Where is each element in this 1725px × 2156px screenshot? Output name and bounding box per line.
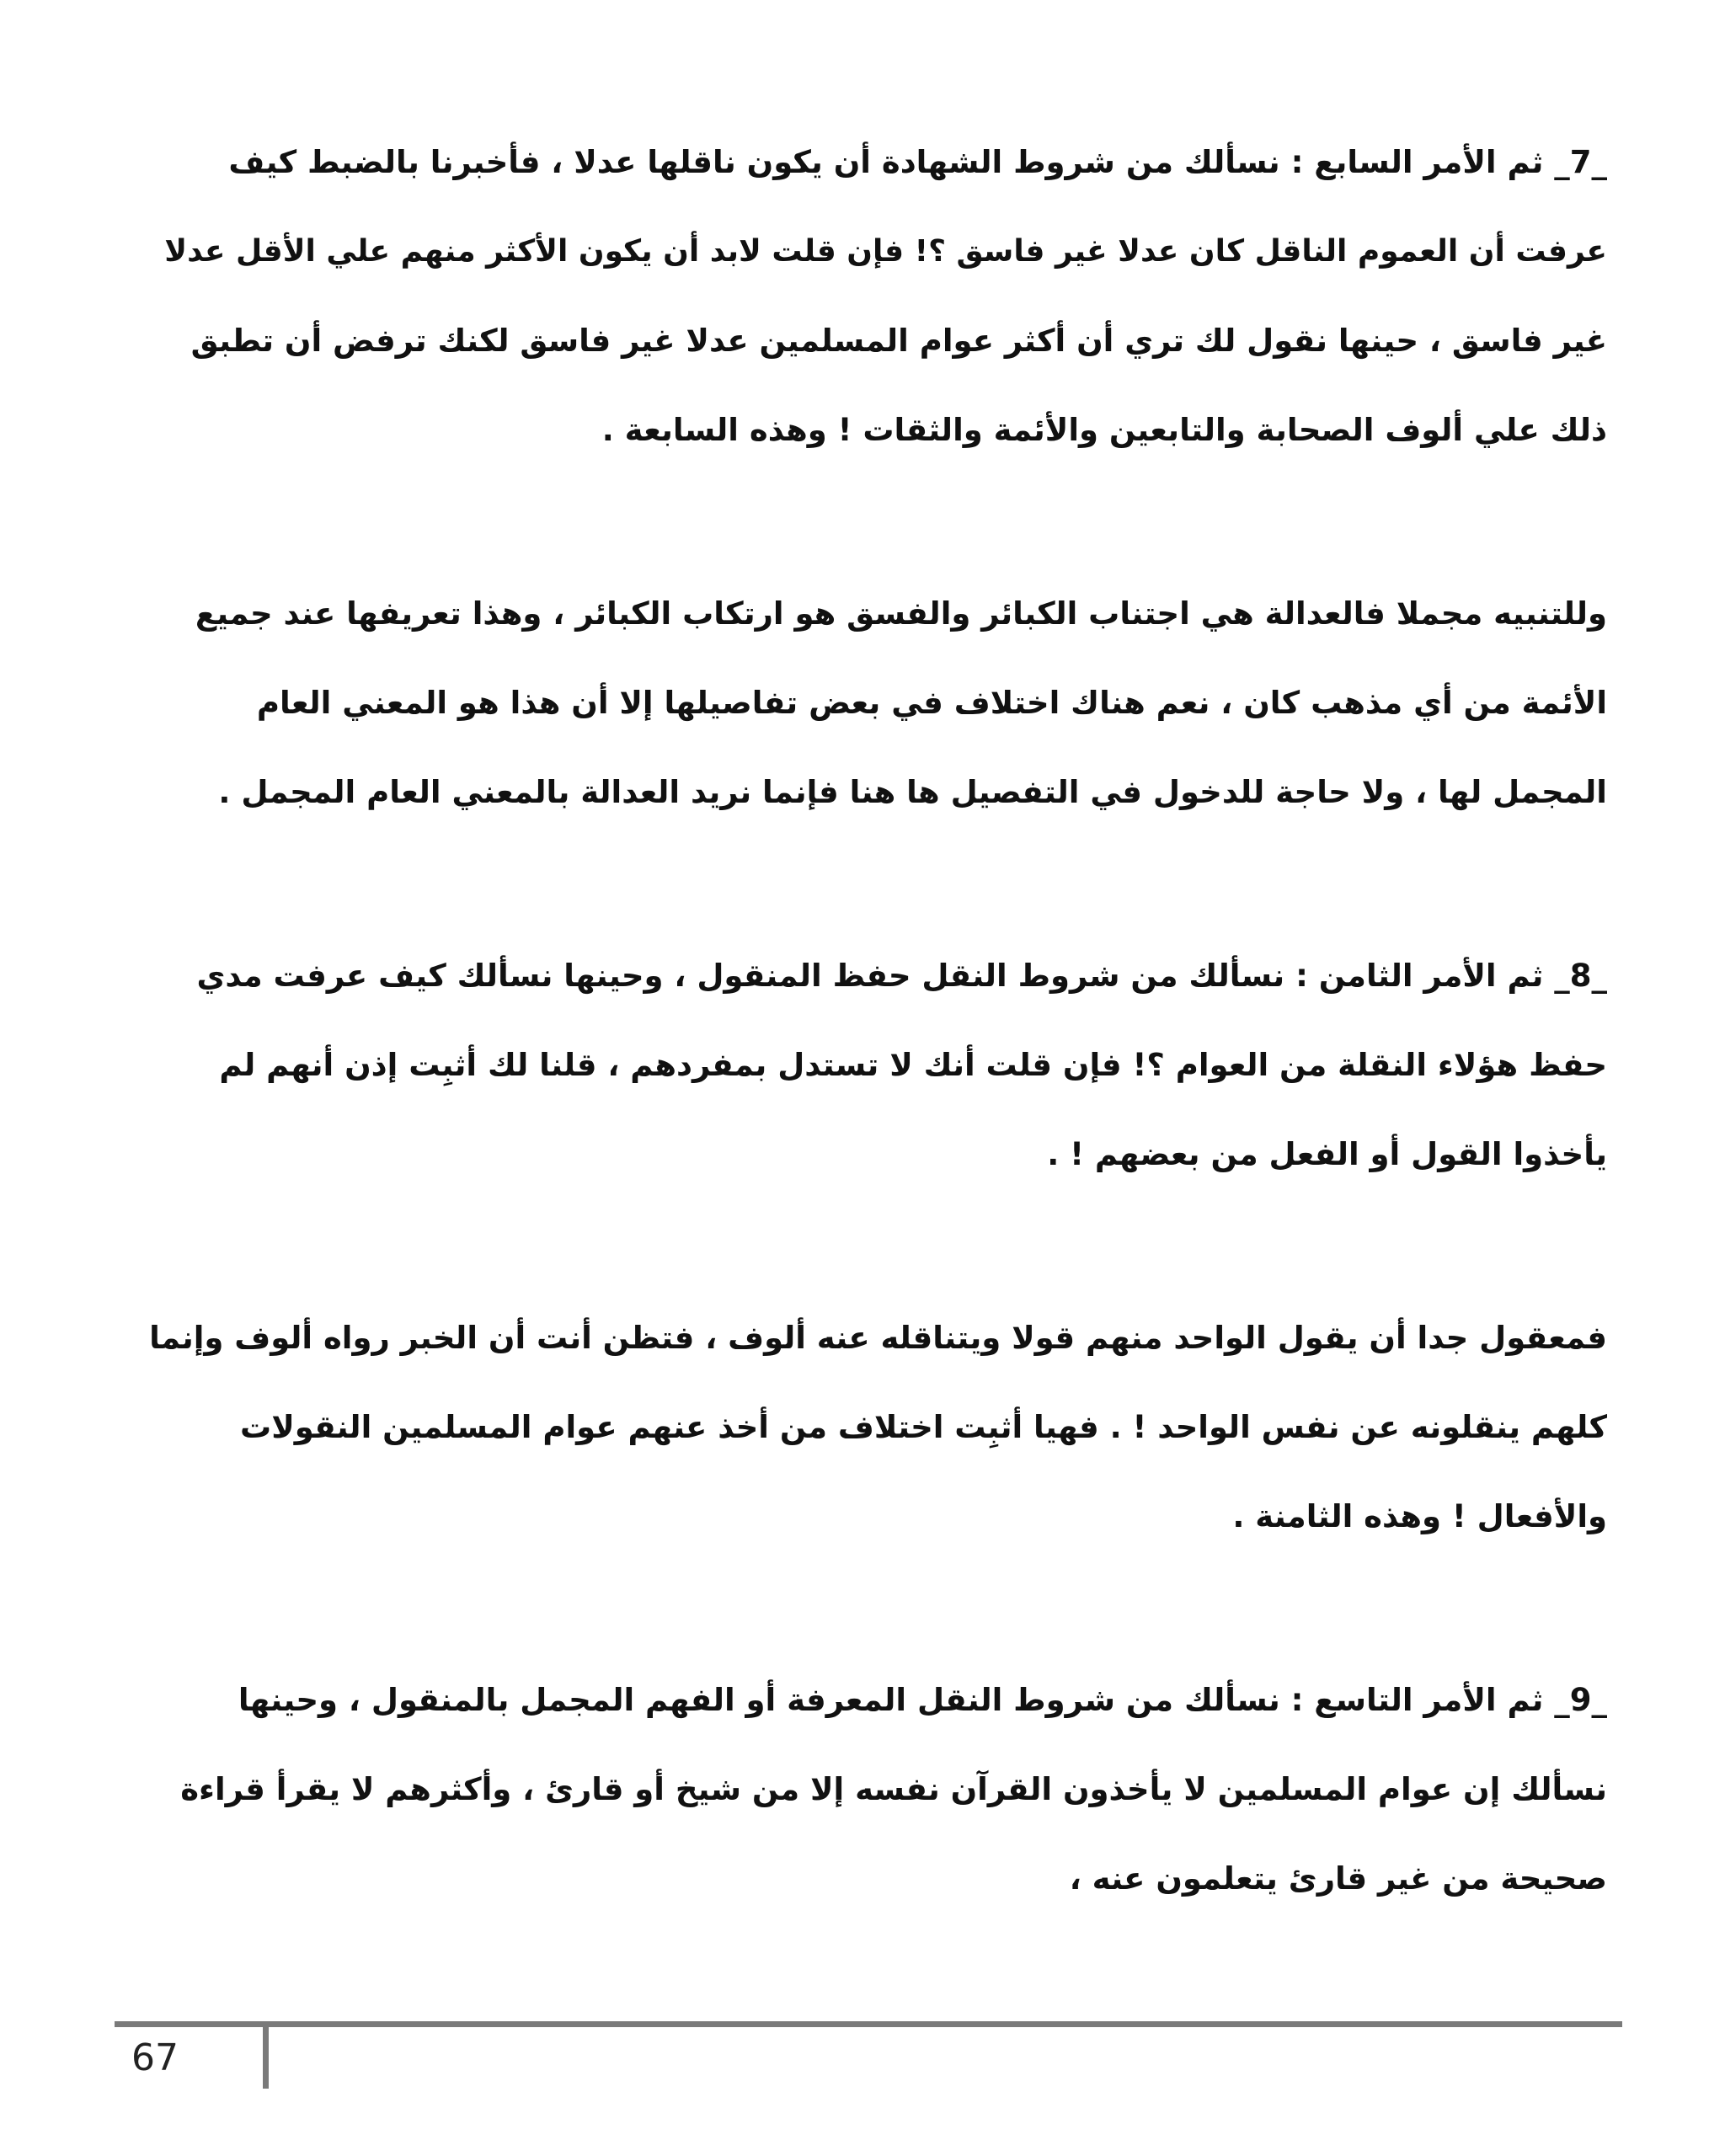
page-body	[142, 118, 1607, 2018]
text-line: عرفت أن العموم الناقل كان عدلا غير فاسق ؟! فإن قلت لابد أن يكون الأكثر منهم علي الأقل عدلا	[164, 234, 1607, 269]
text-line: حفظ هؤلاء النقلة من العوام ؟! فإن قلت أنك لا تستدل بمفردهم ، قلنا لك أثبِت إذن أنهم لم	[219, 1047, 1607, 1083]
text-line: _9_ ثم الأمر التاسع : نسألك من شروط النقل المعرفة أو الفهم المجمل بالمنقول ، وحينها	[238, 1682, 1607, 1718]
footer-rule	[115, 2021, 1622, 2027]
text-line: فمعقول جدا أن يقول الواحد منهم قولا ويتناقله عنه ألوف ، فتظن أنت أن الخبر رواه ألوف وإنما	[149, 1320, 1607, 1356]
text-line: _8_ ثم الأمر الثامن : نسألك من شروط النقل حفظ المنقول ، وحينها نسألك كيف عرفت مدي	[196, 958, 1607, 994]
paragraph-justice-note	[142, 569, 1607, 837]
paragraph-seventh-matter	[142, 118, 1607, 475]
paragraph-eighth-continued	[142, 1294, 1607, 1561]
footer-separator	[263, 2021, 269, 2089]
text-line: كلهم ينقلونه عن نفس الواحد ! . فهيا أثبِت اختلاف من أخذ عنهم عوام المسلمين النقولات	[240, 1409, 1607, 1445]
paragraph-ninth-matter	[142, 1656, 1607, 1924]
text-line: نسألك إن عوام المسلمين لا يأخذون القرآن نفسه إلا من شيخ أو قارئ ، وأكثرهم لا يقرأ قراءة	[180, 1771, 1607, 1807]
text-line: وللتنبيه مجملا فالعدالة هي اجتناب الكبائر والفسق هو ارتكاب الكبائر ، وهذا تعريفها عند جميع	[195, 595, 1607, 632]
text-line: المجمل لها ، ولا حاجة للدخول في التفصيل ها هنا فإنما نريد العدالة بالمعني العام المجمل .	[218, 774, 1607, 810]
text-line: والأفعال ! وهذه الثامنة .	[1232, 1498, 1607, 1534]
text-line: الأئمة من أي مذهب كان ، نعم هناك اختلاف في بعض تفاصيلها إلا أن هذا هو المعني العام	[256, 685, 1607, 721]
text-line: صحيحة من غير قارئ يتعلمون عنه ،	[1069, 1860, 1607, 1897]
text-line: _7_ ثم الأمر السابع : نسألك من شروط الشهادة أن يكون ناقلها عدلا ، فأخبرنا بالضبط كيف	[228, 144, 1607, 180]
text-line: ذلك علي ألوف الصحابة والتابعين والأئمة والثقات ! وهذه السابعة .	[601, 412, 1607, 448]
text-line: غير فاسق ، حينها نقول لك تري أن أكثر عوام المسلمين عدلا غير فاسق لكنك ترفض أن تطبق	[190, 323, 1607, 359]
paragraph-eighth-matter	[142, 931, 1607, 1199]
page-number: 67	[131, 2036, 179, 2079]
text-line: يأخذوا القول أو الفعل من بعضهم ! .	[1047, 1136, 1607, 1172]
